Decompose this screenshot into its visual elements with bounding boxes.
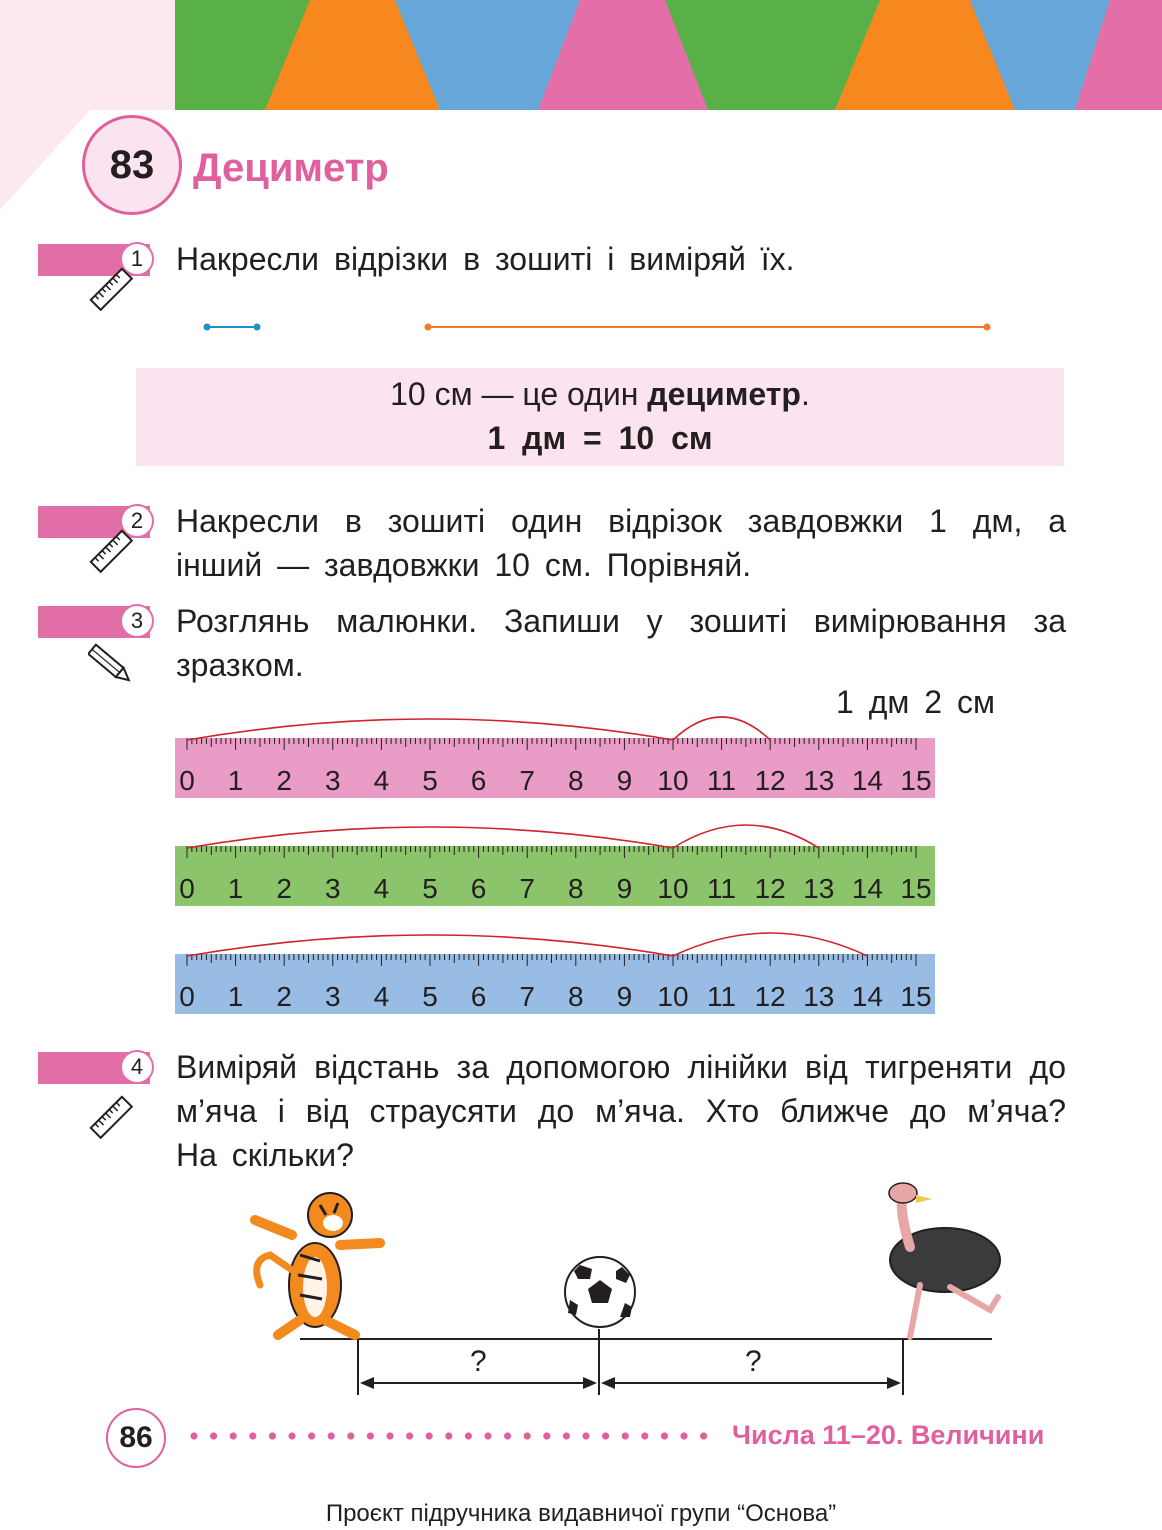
footer-dot <box>563 1432 570 1439</box>
ruler-label: 15 <box>900 765 932 796</box>
ostrich-chick-illustration <box>889 1183 1000 1337</box>
ruler-label: 6 <box>470 981 487 1012</box>
definition-box <box>136 368 1064 466</box>
ruler-label: 11 <box>707 873 737 904</box>
footer-dot <box>190 1432 197 1439</box>
ruler-label: 13 <box>803 873 835 904</box>
ruler-label: 3 <box>325 765 341 796</box>
ruler-label: 4 <box>373 981 390 1012</box>
footer-dot <box>641 1432 648 1439</box>
ruler-label: 9 <box>616 873 633 904</box>
definition-line-1 <box>136 372 1064 416</box>
footer-dotted-line <box>188 1426 718 1446</box>
ruler-label: 8 <box>568 765 584 796</box>
footer-dot <box>543 1432 550 1439</box>
tiger-cub-illustration <box>255 1193 380 1335</box>
ruler-label: 0 <box>179 873 195 904</box>
ruler-label: 2 <box>276 873 292 904</box>
ruler-label: 12 <box>754 765 786 796</box>
task-1-number: 1 <box>120 242 154 276</box>
footer-dot <box>445 1432 452 1439</box>
lesson-number: 83 <box>82 115 182 215</box>
definition-text: 10 см — це один <box>390 376 648 412</box>
short-segment-start <box>204 324 211 331</box>
distance-scene <box>230 1175 1010 1400</box>
footer-dot <box>465 1432 472 1439</box>
ruler-label: 15 <box>900 981 932 1012</box>
task-3-text: Розглянь малюнки. Запиши у зошиті вимірювання за зразком. <box>176 603 1066 683</box>
ruler-label: 12 <box>754 981 786 1012</box>
ruler-label: 8 <box>568 981 584 1012</box>
ruler-label: 7 <box>519 981 535 1012</box>
definition-line-2: 1 дм = 10 см <box>487 420 713 456</box>
footer-dot <box>269 1432 276 1439</box>
decorative-banner <box>0 0 1162 110</box>
unknown-distance-left: ? <box>470 1345 487 1378</box>
ruler-label: 1 <box>227 765 244 796</box>
decimeter-arc <box>187 719 673 740</box>
ruler-icon <box>88 266 136 314</box>
ruler-label: 15 <box>900 873 932 904</box>
lesson-title: Дециметр <box>193 146 389 190</box>
task-4-number: 4 <box>120 1050 154 1084</box>
ruler-label: 6 <box>470 765 487 796</box>
footer-dot <box>426 1432 433 1439</box>
centimeter-arc <box>673 825 819 848</box>
footer-dot <box>504 1432 511 1439</box>
ruler-label: 7 <box>519 765 535 796</box>
section-title: Числа 11–20. Величини <box>732 1420 1045 1450</box>
ruler-label: 10 <box>657 765 689 796</box>
ruler-label: 2 <box>276 765 292 796</box>
ruler-green <box>170 813 950 908</box>
ruler-label: 14 <box>851 873 883 904</box>
task-4-text: Виміряй відстань за допомогою лінійки від тигреняти до м’яча і від страусяти до м’яча. Хто ближче до м’яча? На скільки? <box>176 1049 1066 1173</box>
ruler-label: 0 <box>179 765 195 796</box>
ruler-label: 5 <box>422 981 438 1012</box>
ruler-label: 14 <box>851 981 883 1012</box>
ruler-label: 3 <box>325 873 341 904</box>
footer-dot <box>210 1432 217 1439</box>
soccer-ball-illustration <box>565 1257 635 1327</box>
definition-term: дециметр <box>647 376 801 412</box>
footer-dot <box>524 1432 531 1439</box>
ruler-label: 11 <box>707 765 737 796</box>
ruler-label: 4 <box>373 765 390 796</box>
ruler-label: 10 <box>657 981 689 1012</box>
ruler-blue <box>170 921 950 1016</box>
ruler-label: 1 <box>227 873 244 904</box>
footer-dot <box>602 1432 609 1439</box>
ruler-label: 8 <box>568 873 584 904</box>
decimeter-arc <box>187 935 673 956</box>
ruler-label: 5 <box>422 873 438 904</box>
ruler-label: 4 <box>373 873 390 904</box>
footer-dot <box>308 1432 315 1439</box>
definition-punctuation: . <box>800 376 810 412</box>
ruler-label: 14 <box>851 765 883 796</box>
ruler-icon <box>88 1094 136 1142</box>
long-segment-end <box>984 324 991 331</box>
footer-dot <box>680 1432 687 1439</box>
pencil-icon <box>88 642 136 690</box>
footer-dot <box>230 1432 237 1439</box>
ruler-label: 3 <box>325 981 341 1012</box>
ruler-label: 9 <box>616 981 633 1012</box>
ruler-label: 13 <box>803 981 835 1012</box>
decimeter-arc <box>187 827 673 848</box>
task-3-number: 3 <box>120 604 154 638</box>
footer-dot <box>347 1432 354 1439</box>
footer-dot <box>249 1432 256 1439</box>
ruler-label: 7 <box>519 873 535 904</box>
long-segment-start <box>425 324 432 331</box>
footer-dot <box>386 1432 393 1439</box>
footer-dot <box>288 1432 295 1439</box>
centimeter-arc <box>673 933 867 956</box>
ruler-label: 2 <box>276 981 292 1012</box>
centimeter-arc <box>673 717 770 740</box>
task-2-text: Накресли в зошиті один відрізок завдовжки 1 дм, а інший — завдовжки 10 см. Порівняй. <box>176 503 1066 583</box>
publisher-note: Проєкт підручника видавничої групи “Основа” <box>325 1500 837 1527</box>
footer-dot <box>328 1432 335 1439</box>
ruler-label: 5 <box>422 765 438 796</box>
ruler-icon <box>88 528 136 576</box>
footer-dot <box>661 1432 668 1439</box>
ruler-label: 13 <box>803 765 835 796</box>
ruler-label: 9 <box>616 765 633 796</box>
footer-dot <box>700 1432 707 1439</box>
ruler-label: 6 <box>470 873 487 904</box>
segments-figure <box>195 315 1005 339</box>
footer-dot <box>406 1432 413 1439</box>
footer-dot <box>367 1432 374 1439</box>
page-number: 86 <box>106 1408 166 1468</box>
ruler-label: 0 <box>179 981 195 1012</box>
ruler-label: 11 <box>707 981 737 1012</box>
ruler-label: 10 <box>657 873 689 904</box>
sample-answer: 1 дм 2 см <box>836 684 995 720</box>
footer-dot <box>484 1432 491 1439</box>
ruler-label: 12 <box>754 873 786 904</box>
task-2-number: 2 <box>120 504 154 538</box>
ruler-pink <box>170 705 950 800</box>
short-segment-end <box>254 324 261 331</box>
footer-dot <box>622 1432 629 1439</box>
ruler-label: 1 <box>227 981 244 1012</box>
task-1-text: Накресли відрізки в зошиті і виміряй їх. <box>176 241 795 277</box>
unknown-distance-right: ? <box>745 1345 762 1378</box>
footer-dot <box>582 1432 589 1439</box>
